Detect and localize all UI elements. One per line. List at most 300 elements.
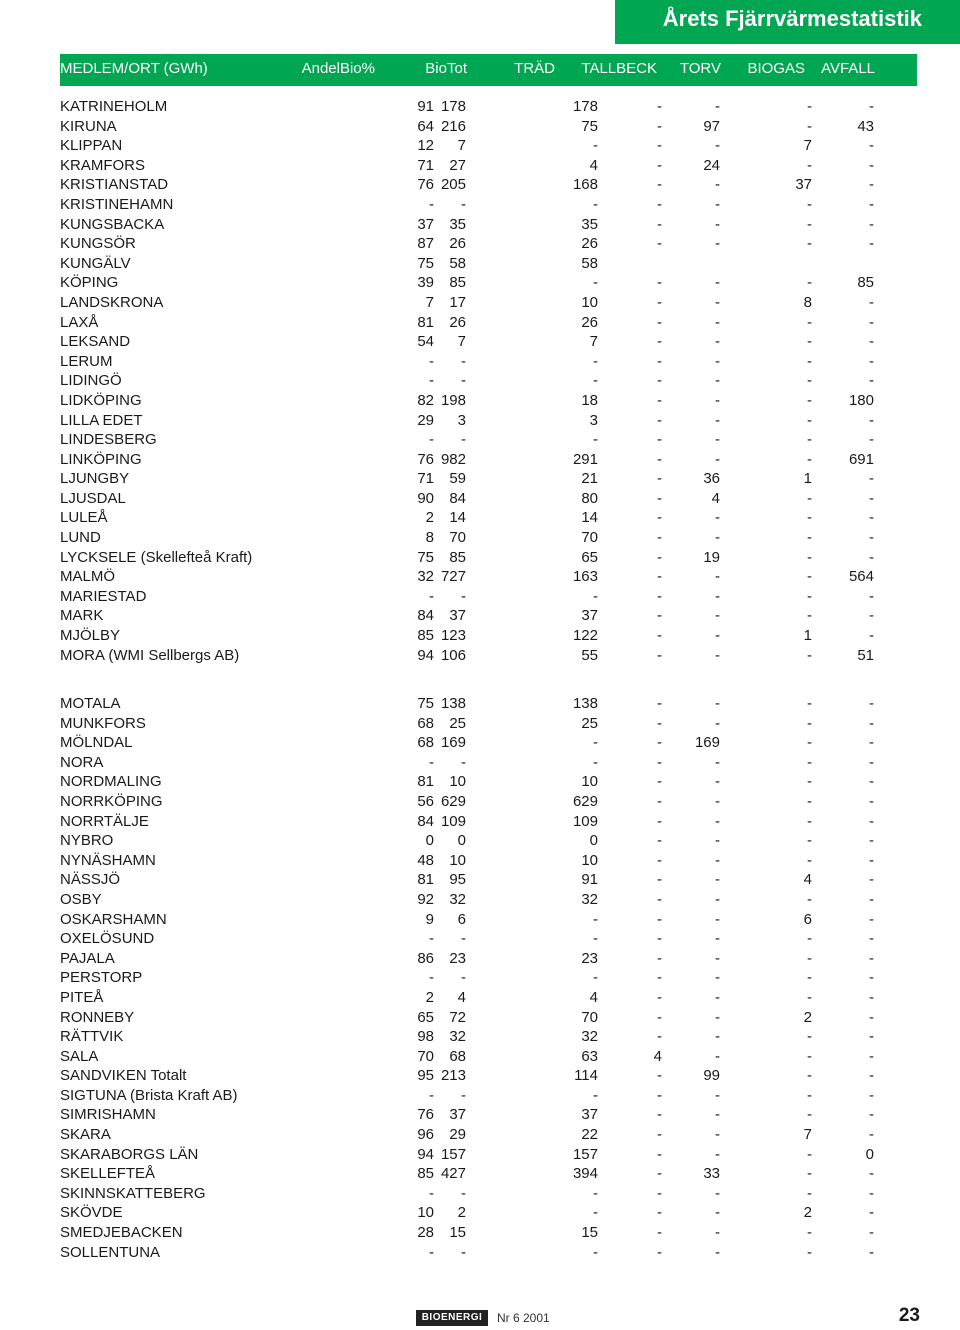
cell-biotot: 10 — [449, 773, 466, 791]
cell-andel-bio: 98 — [417, 1028, 434, 1046]
cell-name: LIDINGÖ — [60, 372, 122, 390]
cell-biotot: - — [461, 352, 466, 370]
table-row — [60, 910, 920, 930]
cell-name: LULEÅ — [60, 509, 108, 527]
cell-torv: - — [715, 176, 720, 194]
cell-andel-bio: - — [429, 930, 434, 948]
cell-biotot: 3 — [457, 411, 466, 429]
cell-name: KATRINEHOLM — [60, 98, 168, 115]
cell-biogas: - — [807, 313, 812, 331]
cell-torv: - — [715, 792, 720, 810]
cell-andel-bio: 71 — [417, 470, 434, 488]
cell-torv: 169 — [694, 734, 720, 752]
cell-trad: 75 — [581, 117, 598, 135]
cell-trad: - — [593, 969, 598, 987]
cell-tallbeck: - — [657, 548, 662, 566]
table-row — [60, 694, 920, 714]
cell-avfall: - — [869, 1028, 874, 1046]
table-row — [60, 831, 920, 851]
cell-andel-bio: - — [429, 587, 434, 605]
cell-andel-bio: 94 — [417, 1145, 434, 1163]
cell-trad: 58 — [581, 254, 598, 272]
cell-torv: - — [715, 714, 720, 732]
cell-biogas: 8 — [803, 293, 812, 311]
cell-tallbeck: - — [657, 235, 662, 253]
cell-trad: 7 — [589, 333, 598, 351]
cell-torv: - — [715, 293, 720, 311]
cell-tallbeck: - — [657, 176, 662, 194]
cell-torv: - — [715, 890, 720, 908]
cell-avfall: - — [869, 910, 874, 928]
cell-andel-bio: - — [429, 753, 434, 771]
cell-tallbeck: - — [657, 293, 662, 311]
cell-biogas: - — [807, 235, 812, 253]
cell-andel-bio: 86 — [417, 949, 434, 967]
cell-trad: 15 — [581, 1224, 598, 1242]
cell-trad: - — [593, 1086, 598, 1104]
cell-biotot: 169 — [440, 734, 466, 752]
cell-trad: 21 — [581, 470, 598, 488]
cell-biogas: - — [807, 832, 812, 850]
cell-avfall: - — [869, 890, 874, 908]
cell-avfall: 180 — [848, 391, 874, 409]
cell-biogas: 2 — [803, 1204, 812, 1222]
table-row — [60, 215, 920, 235]
cell-biogas: - — [807, 1067, 812, 1085]
cell-avfall: - — [869, 969, 874, 987]
cell-andel-bio: 12 — [417, 137, 434, 155]
cell-trad: 291 — [572, 450, 598, 468]
cell-biogas: - — [807, 949, 812, 967]
cell-tallbeck: - — [657, 470, 662, 488]
cell-biogas: - — [807, 792, 812, 810]
cell-trad: 22 — [581, 1126, 598, 1144]
cell-tallbeck: - — [657, 714, 662, 732]
table-row — [60, 117, 920, 137]
cell-biogas: - — [807, 890, 812, 908]
cell-avfall: - — [869, 235, 874, 253]
cell-tallbeck: - — [657, 372, 662, 390]
cell-trad: 70 — [581, 529, 598, 547]
cell-biotot: 6 — [457, 910, 466, 928]
cell-trad: 55 — [581, 646, 598, 664]
cell-avfall: 691 — [848, 450, 874, 468]
cell-tallbeck: - — [657, 812, 662, 830]
cell-name: NORRKÖPING — [60, 792, 163, 810]
cell-name: LINDESBERG — [60, 431, 157, 449]
cell-biotot: 7 — [457, 333, 466, 351]
cell-avfall: - — [869, 1243, 874, 1261]
cell-torv: 99 — [703, 1067, 720, 1085]
cell-tallbeck: - — [657, 1086, 662, 1104]
table-row — [60, 929, 920, 949]
cell-torv: - — [715, 607, 720, 625]
cell-tallbeck: - — [657, 391, 662, 409]
cell-torv: - — [715, 832, 720, 850]
cell-biotot: - — [461, 372, 466, 390]
cell-avfall: - — [869, 1067, 874, 1085]
cell-avfall: - — [869, 313, 874, 331]
cell-torv: - — [715, 333, 720, 351]
cell-avfall: - — [869, 1224, 874, 1242]
cell-trad: 394 — [572, 1165, 598, 1183]
cell-biotot: 17 — [449, 293, 466, 311]
cell-name: KUNGSÖR — [60, 235, 136, 253]
cell-biogas: - — [807, 391, 812, 409]
table-row — [60, 890, 920, 910]
cell-andel-bio: 76 — [417, 450, 434, 468]
cell-biogas: 7 — [803, 137, 812, 155]
header-trad: TRÄD — [514, 60, 555, 77]
cell-biotot: 109 — [440, 812, 466, 830]
cell-trad: 37 — [581, 607, 598, 625]
cell-name: RONNEBY — [60, 1008, 135, 1026]
cell-andel-bio: 39 — [417, 274, 434, 292]
cell-andel-bio: 81 — [417, 871, 434, 889]
cell-avfall: - — [869, 988, 874, 1006]
cell-trad: 25 — [581, 714, 598, 732]
cell-trad: 168 — [572, 176, 598, 194]
page-number: 23 — [898, 1305, 920, 1326]
cell-tallbeck: - — [657, 1106, 662, 1124]
cell-name: KUNGSBACKA — [60, 215, 165, 233]
cell-andel-bio: 82 — [417, 391, 434, 409]
cell-torv: - — [715, 1126, 720, 1144]
header-avfall: AVFALL — [821, 60, 875, 77]
cell-biogas: - — [807, 450, 812, 468]
cell-name: SOLLENTUNA — [60, 1243, 161, 1261]
cell-andel-bio: 71 — [417, 156, 434, 174]
cell-name: MOTALA — [60, 695, 121, 712]
cell-tallbeck: - — [657, 695, 662, 712]
cell-name: SKARA — [60, 1126, 111, 1144]
cell-avfall: - — [869, 871, 874, 889]
cell-name: PITEÅ — [60, 988, 104, 1006]
cell-andel-bio: 81 — [417, 313, 434, 331]
table-row — [60, 1203, 920, 1223]
table-row — [60, 293, 920, 313]
cell-avfall: - — [869, 509, 874, 527]
cell-name: KUNGÄLV — [60, 254, 131, 272]
cell-trad: 80 — [581, 489, 598, 507]
table-row — [60, 352, 920, 372]
table-row — [60, 792, 920, 812]
cell-biotot: 85 — [449, 274, 466, 292]
cell-avfall: 564 — [848, 568, 874, 586]
cell-torv: - — [715, 627, 720, 645]
cell-biotot: - — [461, 930, 466, 948]
cell-tallbeck: - — [657, 753, 662, 771]
table-header — [60, 54, 917, 86]
cell-avfall: - — [869, 1047, 874, 1065]
cell-tallbeck: - — [657, 117, 662, 135]
cell-torv: - — [715, 1047, 720, 1065]
table-row — [60, 1243, 920, 1263]
cell-tallbeck: - — [657, 411, 662, 429]
cell-tallbeck: - — [657, 646, 662, 664]
cell-biogas: 2 — [803, 1008, 812, 1026]
cell-avfall: 51 — [857, 646, 874, 664]
cell-biotot: 27 — [449, 156, 466, 174]
cell-biogas: - — [807, 372, 812, 390]
cell-biotot: 0 — [457, 832, 466, 850]
cell-biotot: 106 — [440, 646, 466, 664]
cell-avfall: - — [869, 930, 874, 948]
cell-trad: 10 — [581, 851, 598, 869]
cell-biotot: 32 — [449, 1028, 466, 1046]
cell-name: SMEDJEBACKEN — [60, 1224, 183, 1242]
cell-tallbeck: - — [657, 215, 662, 233]
cell-tallbeck: - — [657, 930, 662, 948]
cell-trad: - — [593, 753, 598, 771]
cell-biogas: - — [807, 1145, 812, 1163]
cell-torv: - — [715, 215, 720, 233]
table-row — [60, 254, 920, 274]
cell-torv: - — [715, 587, 720, 605]
cell-avfall: - — [869, 137, 874, 155]
cell-tallbeck: - — [657, 832, 662, 850]
cell-trad: 109 — [572, 812, 598, 830]
cell-andel-bio: 32 — [417, 568, 434, 586]
cell-andel-bio: 95 — [417, 1067, 434, 1085]
cell-trad: - — [593, 372, 598, 390]
cell-biogas: - — [807, 117, 812, 135]
table-row — [60, 1066, 920, 1086]
cell-trad: 26 — [581, 235, 598, 253]
cell-tallbeck: - — [657, 607, 662, 625]
cell-trad: 114 — [574, 1067, 598, 1085]
cell-andel-bio: 84 — [417, 812, 434, 830]
cell-torv: 24 — [703, 156, 720, 174]
cell-name: MARK — [60, 607, 104, 625]
cell-tallbeck: - — [657, 1145, 662, 1163]
cell-tallbeck: - — [657, 352, 662, 370]
header-andel: AndelBio% — [301, 60, 375, 77]
cell-name: SIMRISHAMN — [60, 1106, 156, 1124]
cell-torv: - — [715, 1204, 720, 1222]
cell-biotot: - — [461, 753, 466, 771]
cell-torv: - — [715, 411, 720, 429]
cell-torv: - — [715, 1243, 720, 1261]
cell-tallbeck: - — [657, 195, 662, 213]
cell-avfall: - — [869, 352, 874, 370]
page-title: Årets Fjärrvärmestatistik — [662, 6, 922, 31]
cell-name: SANDVIKEN Totalt — [60, 1067, 187, 1085]
cell-andel-bio: - — [429, 1184, 434, 1202]
cell-trad: - — [593, 195, 598, 213]
cell-andel-bio: 70 — [417, 1047, 434, 1065]
cell-trad: 0 — [589, 832, 598, 850]
cell-avfall: - — [869, 548, 874, 566]
cell-andel-bio: 81 — [417, 773, 434, 791]
table-row — [60, 851, 920, 871]
cell-avfall: - — [869, 156, 874, 174]
cell-avfall: - — [869, 1126, 874, 1144]
cell-torv: 97 — [703, 117, 720, 135]
cell-torv: - — [715, 137, 720, 155]
table-row — [60, 97, 920, 117]
cell-torv: - — [715, 274, 720, 292]
cell-biotot: - — [461, 1184, 466, 1202]
cell-name: LEKSAND — [60, 333, 131, 351]
cell-torv: - — [715, 1184, 720, 1202]
cell-torv: - — [715, 1008, 720, 1026]
cell-avfall: - — [869, 851, 874, 869]
table-row — [60, 753, 920, 773]
cell-tallbeck: - — [657, 98, 662, 115]
cell-biotot: 10 — [449, 851, 466, 869]
cell-trad: 14 — [581, 509, 598, 527]
cell-biogas: 4 — [803, 871, 812, 889]
cell-biogas: - — [807, 753, 812, 771]
cell-name: KRISTIANSTAD — [60, 176, 169, 194]
cell-torv: - — [715, 1106, 720, 1124]
cell-name: PAJALA — [60, 949, 115, 967]
cell-biogas: - — [807, 411, 812, 429]
cell-tallbeck: - — [657, 333, 662, 351]
cell-avfall: - — [869, 714, 874, 732]
cell-trad: - — [593, 274, 598, 292]
cell-name: SKELLEFTEÅ — [60, 1165, 156, 1183]
cell-tallbeck: - — [657, 1028, 662, 1046]
table-row — [60, 1008, 920, 1028]
cell-andel-bio: 8 — [425, 529, 434, 547]
cell-andel-bio: 85 — [417, 1165, 434, 1183]
table-row — [60, 528, 920, 548]
cell-biotot: 70 — [449, 529, 466, 547]
cell-avfall: - — [869, 734, 874, 752]
cell-trad: - — [593, 137, 598, 155]
cell-trad: 122 — [572, 627, 598, 645]
cell-biotot: - — [461, 587, 466, 605]
cell-name: RÄTTVIK — [60, 1028, 124, 1046]
cell-andel-bio: 92 — [417, 890, 434, 908]
cell-andel-bio: 54 — [417, 333, 434, 351]
cell-name: OXELÖSUND — [60, 930, 155, 948]
bioenergi-logo: BIOENERGI — [416, 1310, 488, 1326]
cell-torv: - — [715, 949, 720, 967]
cell-torv: - — [715, 969, 720, 987]
cell-andel-bio: 10 — [417, 1204, 434, 1222]
cell-name: PERSTORP — [60, 969, 143, 987]
cell-avfall: - — [869, 1204, 874, 1222]
cell-name: MJÖLBY — [60, 627, 121, 645]
cell-andel-bio: 75 — [417, 548, 434, 566]
cell-biogas: - — [807, 1184, 812, 1202]
table-row — [60, 733, 920, 753]
cell-tallbeck: - — [657, 1126, 662, 1144]
cell-biogas: - — [807, 695, 812, 712]
cell-biogas: - — [807, 1165, 812, 1183]
cell-biotot: 727 — [440, 568, 466, 586]
cell-avfall: - — [869, 529, 874, 547]
cell-torv: - — [715, 851, 720, 869]
cell-avfall: - — [869, 333, 874, 351]
cell-tallbeck: - — [657, 910, 662, 928]
header-biogas: BIOGAS — [747, 60, 805, 77]
table-row — [60, 234, 920, 254]
cell-biotot: 213 — [440, 1067, 466, 1085]
cell-biotot: 205 — [440, 176, 466, 194]
cell-biogas: - — [807, 489, 812, 507]
cell-andel-bio: - — [429, 352, 434, 370]
table-row — [60, 273, 920, 293]
cell-andel-bio: 7 — [425, 293, 434, 311]
table-row — [60, 371, 920, 391]
cell-name: NORRTÄLJE — [60, 812, 149, 830]
cell-trad: 26 — [581, 313, 598, 331]
table-row — [60, 430, 920, 450]
cell-tallbeck: - — [657, 509, 662, 527]
cell-biogas: - — [807, 734, 812, 752]
cell-trad: 91 — [581, 871, 598, 889]
cell-andel-bio: - — [429, 195, 434, 213]
cell-biotot: 85 — [449, 548, 466, 566]
cell-andel-bio: 9 — [425, 910, 434, 928]
cell-name: NORA — [60, 753, 104, 771]
cell-tallbeck: - — [657, 568, 662, 586]
cell-biogas: - — [807, 568, 812, 586]
cell-tallbeck: - — [657, 1184, 662, 1202]
cell-biotot: 198 — [440, 391, 466, 409]
cell-biogas: - — [807, 714, 812, 732]
cell-torv: - — [715, 1028, 720, 1046]
cell-name: KIRUNA — [60, 117, 117, 135]
cell-torv: - — [715, 98, 720, 115]
table-row — [60, 136, 920, 156]
cell-torv: - — [715, 235, 720, 253]
cell-andel-bio: 68 — [417, 714, 434, 732]
cell-andel-bio: 96 — [417, 1126, 434, 1144]
cell-avfall: - — [869, 773, 874, 791]
cell-avfall: - — [869, 1106, 874, 1124]
cell-trad: 37 — [581, 1106, 598, 1124]
cell-torv: - — [715, 753, 720, 771]
cell-name: SKARABORGS LÄN — [60, 1145, 199, 1163]
cell-biogas: - — [807, 773, 812, 791]
cell-avfall: - — [869, 812, 874, 830]
cell-trad: 63 — [581, 1047, 598, 1065]
cell-biotot: 59 — [449, 470, 466, 488]
cell-trad: 32 — [581, 1028, 598, 1046]
cell-tallbeck: - — [657, 274, 662, 292]
cell-avfall: - — [869, 753, 874, 771]
cell-biogas: 1 — [803, 627, 812, 645]
cell-biogas: - — [807, 587, 812, 605]
cell-torv: - — [715, 812, 720, 830]
table-row — [60, 772, 920, 792]
cell-biotot: 68 — [449, 1047, 466, 1065]
cell-andel-bio: 29 — [417, 411, 434, 429]
cell-biotot: 982 — [440, 450, 466, 468]
cell-biogas: - — [807, 1243, 812, 1261]
table-row — [60, 1145, 920, 1165]
table-row — [60, 411, 920, 431]
cell-biogas: - — [807, 548, 812, 566]
cell-name: SIGTUNA (Brista Kraft AB) — [60, 1086, 238, 1104]
cell-torv: - — [715, 773, 720, 791]
cell-tallbeck: - — [657, 773, 662, 791]
cell-tallbeck: - — [657, 489, 662, 507]
cell-avfall: - — [869, 627, 874, 645]
cell-tallbeck: - — [657, 851, 662, 869]
cell-biotot: 4 — [457, 988, 466, 1006]
cell-trad: 70 — [581, 1008, 598, 1026]
cell-name: LJUNGBY — [60, 470, 130, 488]
cell-biotot: - — [461, 195, 466, 213]
cell-avfall: - — [869, 489, 874, 507]
table-row — [60, 949, 920, 969]
